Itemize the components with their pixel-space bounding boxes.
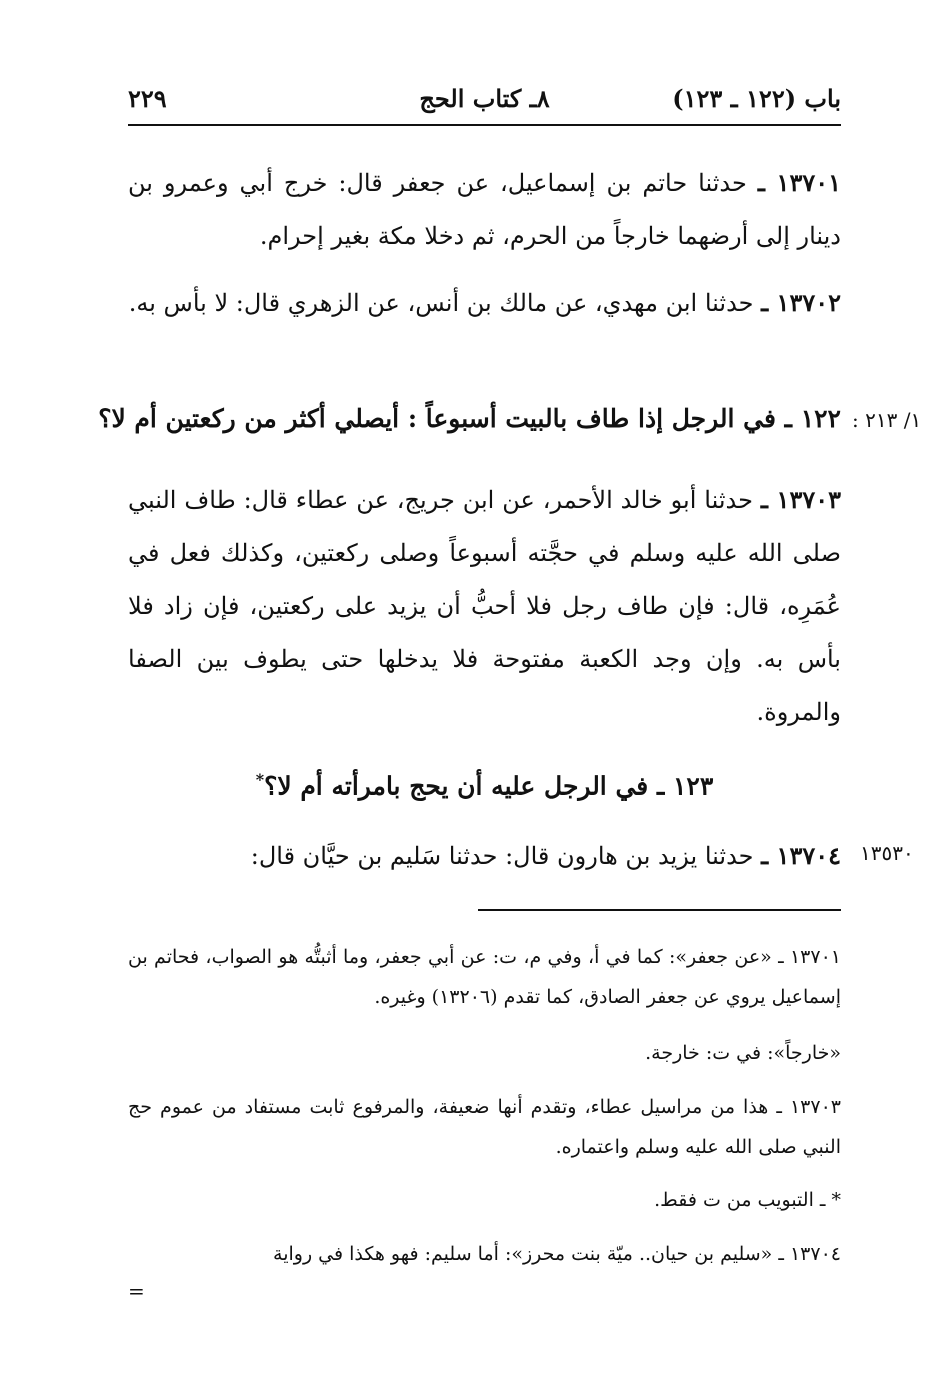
hadith-text: حدثنا حاتم بن إسماعيل، عن جعفر قال: خرج أبي وعمرو بن دينار إلى أرضهما خارجاً من الحرم، ثم دخلا مكة بغير إحرام. <box>128 169 841 250</box>
footnote-separator <box>478 909 841 911</box>
header-chapter-range: باب (١٢٢ ـ ١٢٣) <box>672 84 841 113</box>
header-rule <box>128 124 841 126</box>
hadith-text: حدثنا أبو خالد الأحمر، عن ابن جريج، عن عطاء قال: طاف النبي صلى الله عليه وسلم في حجَّته أسبوعاً وصلى ركعتين، وكذلك فعل في عُمَرِه، قال: فإن طاف رجل فلا أحبُّ أن يزيد على ركعتين، فإن زاد فلا بأس به. وإن وجد الكعبة مفتوحة فلا يدخلها حتى يطوف بين الصفا والمروة. <box>128 486 841 726</box>
running-header <box>128 78 841 118</box>
footnote-star-marker: * <box>255 770 265 789</box>
hadith-text: حدثنا ابن مهدي، عن مالك بن أنس، عن الزهري قال: لا بأس به. <box>128 289 754 317</box>
footnote: «خارجاً»: في ت: خارجة. <box>645 1042 841 1064</box>
margin-reference: ١/ ٢١٣ : <box>852 408 922 432</box>
chapter-heading-122: ١٢٢ ـ في الرجل إذا طاف بالبيت أسبوعاً : أيصلي أكثر من ركعتين أم لا؟ <box>98 404 841 433</box>
header-book-title: ٨ـ كتاب الحج <box>419 84 550 113</box>
footnote: * ـ التبويب من ت فقط. <box>654 1189 841 1211</box>
hadith-13702 <box>128 276 841 330</box>
hadith-number: ١٣٧٠٣ ـ <box>760 485 841 514</box>
hadith-number: ١٣٧٠٢ ـ <box>761 288 841 317</box>
footnote: ١٣٧٠٣ ـ هذا من مراسيل عطاء، وتقدم أنها ضعيفة، والمرفوع ثابت مستفاد من عموم حج النبي صلى الله عليه وسلم واعتماره. <box>128 1096 841 1158</box>
hadith-13701 <box>128 156 841 263</box>
margin-reference: ١٣٥٣٠ <box>860 841 914 865</box>
continuation-mark: = <box>128 1279 145 1303</box>
hadith-number: ١٣٧٠١ ـ <box>757 168 841 197</box>
footnote: ١٣٧٠١ ـ «عن جعفر»: كما في أ، وفي م، ت: عن أبي جعفر، وما أثبتُّه هو الصواب، فحاتم بن إسماعيل يروي عن جعفر الصادق، كما تقدم (١٣٢٠٦) وغيره. <box>128 946 841 1008</box>
hadith-13703 <box>128 473 841 739</box>
hadith-text: حدثنا يزيد بن هارون قال: حدثنا سَليم بن حيَّان قال: <box>250 842 754 870</box>
page-number: ٢٢٩ <box>128 84 167 113</box>
hadith-13704 <box>128 829 841 883</box>
chapter-title: ١٢٣ ـ في الرجل عليه أن يحج بامرأته أم لا؟ <box>264 771 714 801</box>
footnote: ١٣٧٠٤ ـ «سليم بن حيان.. ميّة بنت محرز»: أما سليم: فهو هكذا في رواية <box>273 1243 841 1265</box>
chapter-heading-123 <box>128 760 841 806</box>
hadith-number: ١٣٧٠٤ ـ <box>761 841 841 870</box>
